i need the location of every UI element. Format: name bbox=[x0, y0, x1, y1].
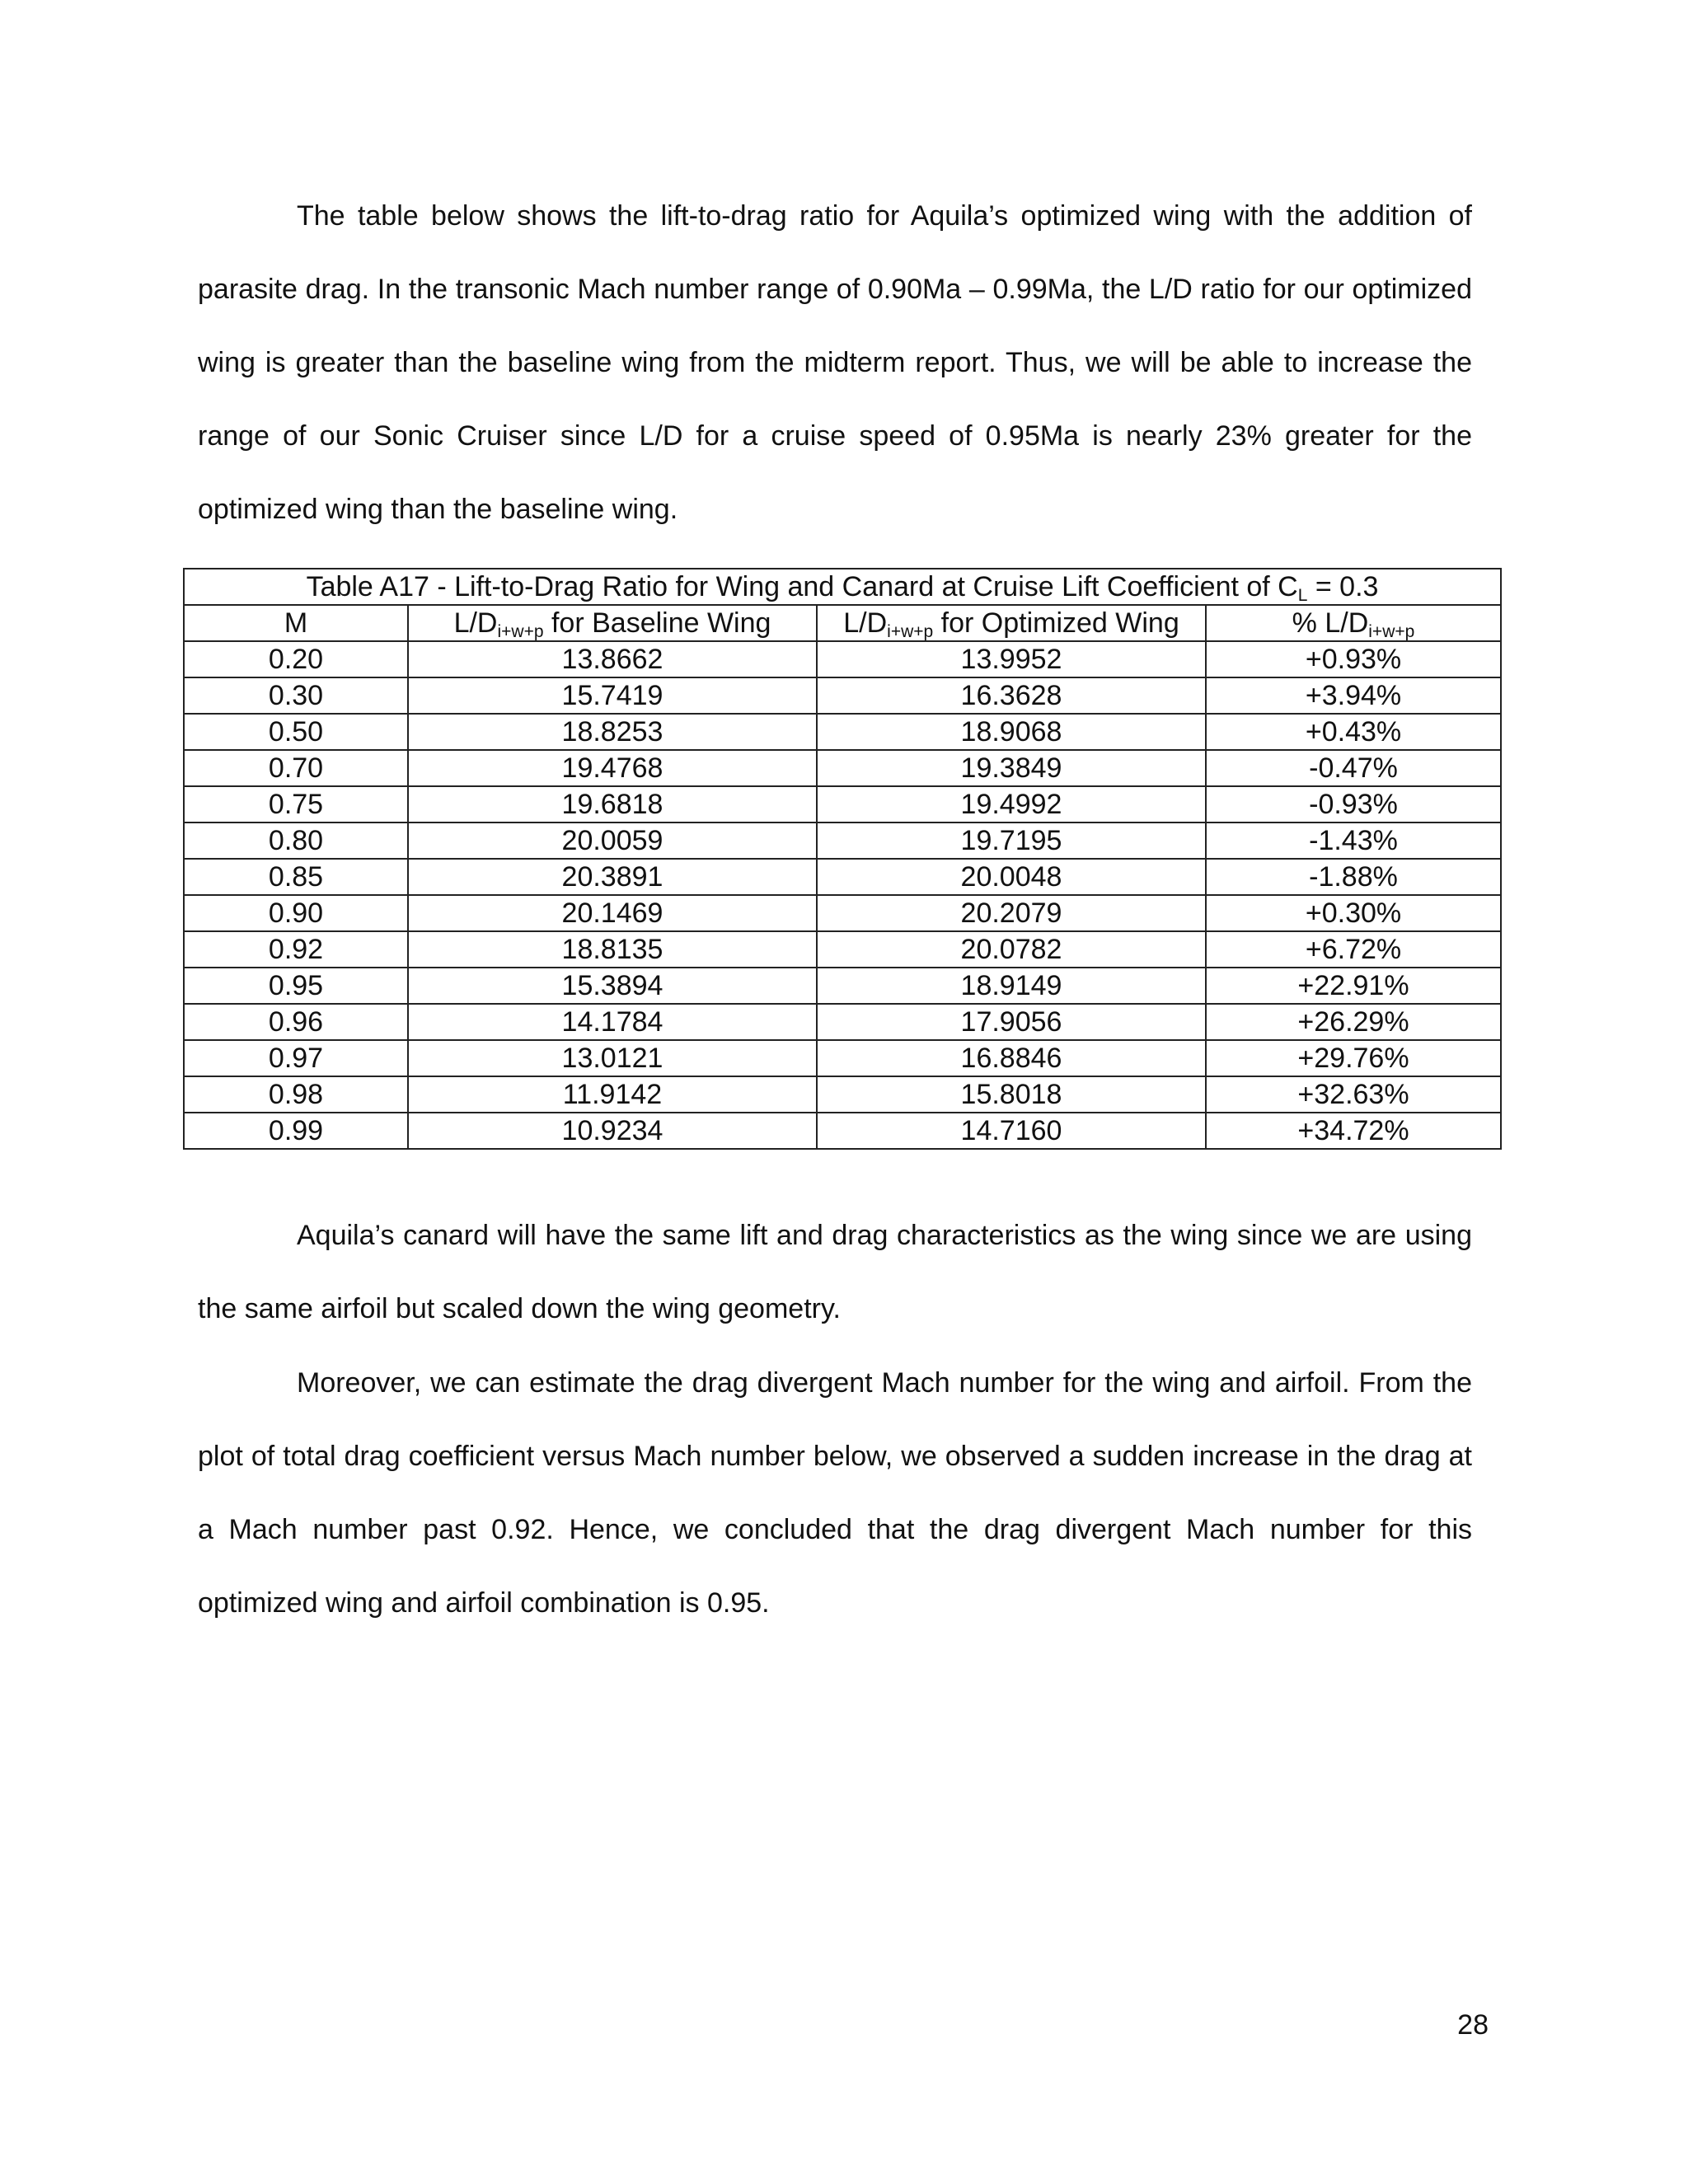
cell-percent-change: +0.30% bbox=[1206, 895, 1501, 931]
page-number: 28 bbox=[1457, 2009, 1489, 2041]
table-row bbox=[184, 1040, 1501, 1076]
cell-baseline-ld: 18.8135 bbox=[408, 931, 817, 968]
cell-baseline-ld: 19.4768 bbox=[408, 750, 817, 786]
cell-baseline-ld: 20.0059 bbox=[408, 823, 817, 859]
cell-optimized-ld: 20.0782 bbox=[817, 931, 1206, 968]
cell-mach: 0.99 bbox=[184, 1113, 408, 1149]
header-mach: M bbox=[184, 605, 408, 641]
table-row bbox=[184, 859, 1501, 895]
cell-baseline-ld: 18.8253 bbox=[408, 714, 817, 750]
cell-percent-change: +6.72% bbox=[1206, 931, 1501, 968]
table-row bbox=[184, 895, 1501, 931]
table-row bbox=[184, 823, 1501, 859]
cell-percent-change: +32.63% bbox=[1206, 1076, 1501, 1113]
lift-drag-table bbox=[183, 568, 1502, 1150]
cell-percent-change: -1.88% bbox=[1206, 859, 1501, 895]
cell-optimized-ld: 13.9952 bbox=[817, 641, 1206, 677]
cell-optimized-ld: 14.7160 bbox=[817, 1113, 1206, 1149]
table-caption: Table A17 - Lift-to-Drag Ratio for Wing and Canard at Cruise Lift Coefficient of $C_L = 0.3$ bbox=[184, 569, 1501, 605]
cell-baseline-ld: 10.9234 bbox=[408, 1113, 817, 1149]
table-header-row bbox=[184, 605, 1501, 641]
cell-optimized-ld: 20.0048 bbox=[817, 859, 1206, 895]
cell-baseline-ld: 13.0121 bbox=[408, 1040, 817, 1076]
table-row bbox=[184, 931, 1501, 968]
cell-mach: 0.97 bbox=[184, 1040, 408, 1076]
cell-percent-change: +34.72% bbox=[1206, 1113, 1501, 1149]
cell-percent-change: +22.91% bbox=[1206, 968, 1501, 1004]
cell-optimized-ld: 17.9056 bbox=[817, 1004, 1206, 1040]
header-optimized-ld: $L/D_{i+w+p}$ for Optimized Wing bbox=[817, 605, 1206, 641]
table-row bbox=[184, 714, 1501, 750]
cell-baseline-ld: 20.3891 bbox=[408, 859, 817, 895]
cell-percent-change: -0.93% bbox=[1206, 786, 1501, 823]
cell-percent-change: +0.43% bbox=[1206, 714, 1501, 750]
table-row bbox=[184, 641, 1501, 677]
header-percent-change: % $L/D_{i+w+p}$ bbox=[1206, 605, 1501, 641]
cell-mach: 0.75 bbox=[184, 786, 408, 823]
cell-baseline-ld: 14.1784 bbox=[408, 1004, 817, 1040]
table-row bbox=[184, 786, 1501, 823]
intro-paragraph: The table below shows the lift-to-drag ratio for Aquila’s optimized wing with the addition of parasite drag. In the transonic Mach number range of 0.90Ma – 0.99Ma, the L/D ratio for our optimized wing is greater than the baseline wing from the midterm report. Thus, we will be able to increase the range of our Sonic Cruiser since L/D for a cruise speed of 0.95Ma is nearly 23% greater for the optimized wing than the baseline wing. bbox=[198, 200, 1472, 525]
cell-optimized-ld: 15.8018 bbox=[817, 1076, 1206, 1113]
cell-mach: 0.85 bbox=[184, 859, 408, 895]
cell-percent-change: +29.76% bbox=[1206, 1040, 1501, 1076]
cell-mach: 0.92 bbox=[184, 931, 408, 968]
cell-baseline-ld: 11.9142 bbox=[408, 1076, 817, 1113]
cell-mach: 0.80 bbox=[184, 823, 408, 859]
cell-percent-change: -0.47% bbox=[1206, 750, 1501, 786]
cell-mach: 0.96 bbox=[184, 1004, 408, 1040]
cell-optimized-ld: 16.3628 bbox=[817, 677, 1206, 714]
cell-percent-change: +3.94% bbox=[1206, 677, 1501, 714]
canard-paragraph: Aquila’s canard will have the same lift and drag characteristics as the wing since we are using the same airfoil but scaled down the wing geometry. bbox=[198, 1220, 1472, 1324]
cell-baseline-ld: 15.7419 bbox=[408, 677, 817, 714]
cell-optimized-ld: 19.4992 bbox=[817, 786, 1206, 823]
table-row bbox=[184, 1004, 1501, 1040]
cell-optimized-ld: 20.2079 bbox=[817, 895, 1206, 931]
cell-percent-change: +26.29% bbox=[1206, 1004, 1501, 1040]
table-caption-row bbox=[184, 569, 1501, 605]
cell-baseline-ld: 13.8662 bbox=[408, 641, 817, 677]
cell-baseline-ld: 19.6818 bbox=[408, 786, 817, 823]
cell-percent-change: +0.93% bbox=[1206, 641, 1501, 677]
cell-optimized-ld: 19.3849 bbox=[817, 750, 1206, 786]
cell-optimized-ld: 18.9149 bbox=[817, 968, 1206, 1004]
header-baseline-ld: $L/D_{i+w+p}$ for Baseline Wing bbox=[408, 605, 817, 641]
cell-mach: 0.70 bbox=[184, 750, 408, 786]
drag-divergence-paragraph: Moreover, we can estimate the drag divergent Mach number for the wing and airfoil. From the plot of total drag coefficient versus Mach number below, we observed a sudden increase in the drag at a Mach number past 0.92. Hence, we concluded that the drag divergent Mach number for this optimized wing and airfoil combination is 0.95. bbox=[198, 1367, 1472, 1619]
cell-mach: 0.50 bbox=[184, 714, 408, 750]
cell-mach: 0.30 bbox=[184, 677, 408, 714]
cell-baseline-ld: 15.3894 bbox=[408, 968, 817, 1004]
cell-percent-change: -1.43% bbox=[1206, 823, 1501, 859]
cell-mach: 0.95 bbox=[184, 968, 408, 1004]
cell-optimized-ld: 18.9068 bbox=[817, 714, 1206, 750]
table-row bbox=[184, 968, 1501, 1004]
cell-mach: 0.98 bbox=[184, 1076, 408, 1113]
table-row bbox=[184, 1113, 1501, 1149]
cell-optimized-ld: 19.7195 bbox=[817, 823, 1206, 859]
cell-optimized-ld: 16.8846 bbox=[817, 1040, 1206, 1076]
cell-mach: 0.20 bbox=[184, 641, 408, 677]
cell-mach: 0.90 bbox=[184, 895, 408, 931]
cell-baseline-ld: 20.1469 bbox=[408, 895, 817, 931]
table-row bbox=[184, 1076, 1501, 1113]
table-row bbox=[184, 750, 1501, 786]
table-row bbox=[184, 677, 1501, 714]
